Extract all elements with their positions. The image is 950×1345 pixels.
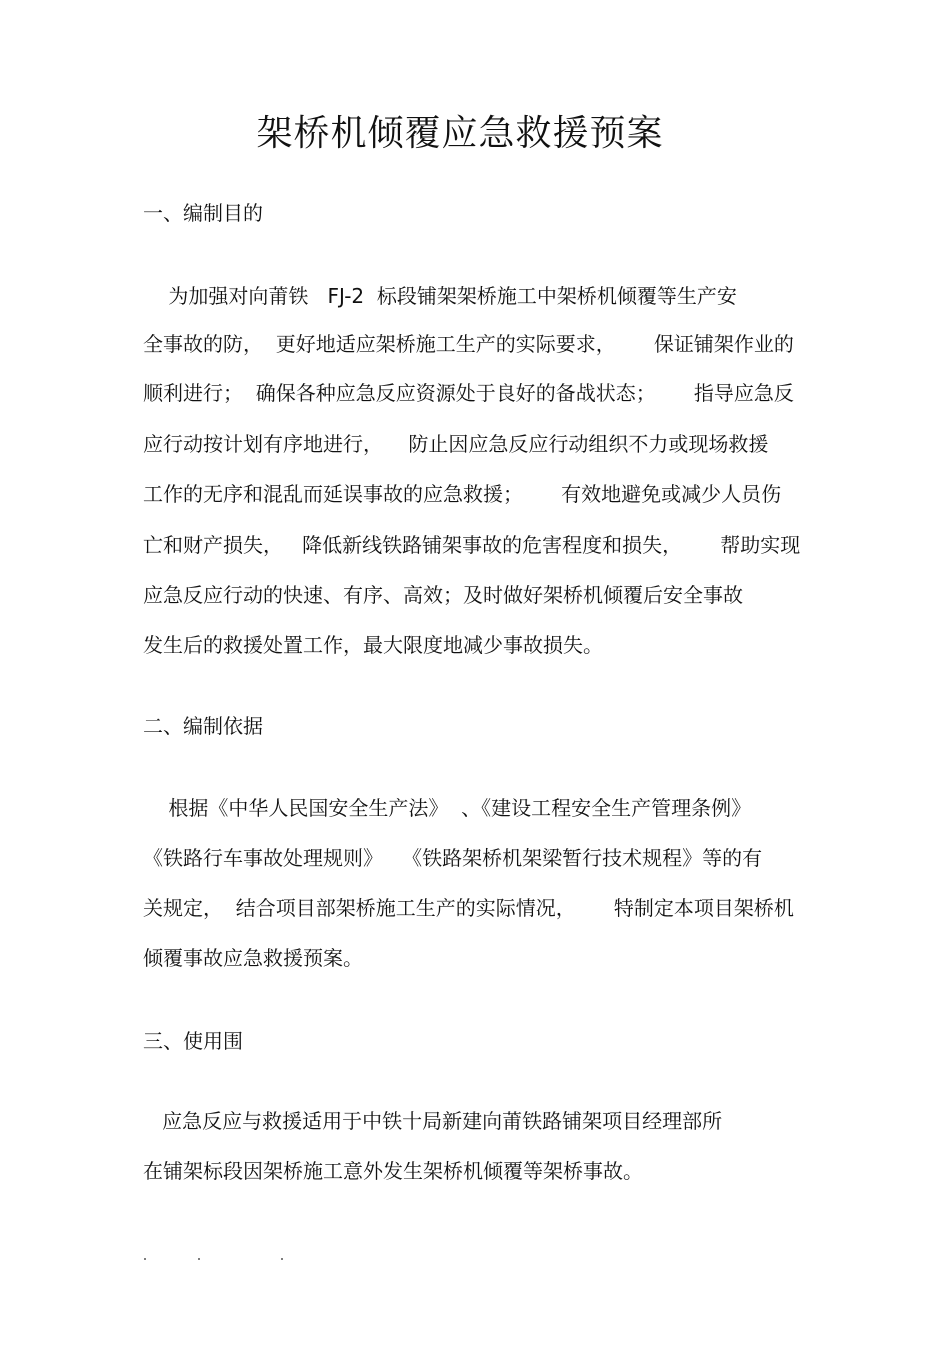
paragraph-line: 应急反应行动的快速、有序、高效；及时做好架桥机倾覆后安全事故 bbox=[143, 583, 743, 607]
section-heading-purpose: 一、编制目的 bbox=[143, 201, 263, 225]
dot-mark bbox=[144, 1258, 146, 1260]
dot-mark bbox=[198, 1258, 200, 1260]
paragraph-line: 全事故的防， 更好地适应架桥施工生产的实际要求， 保证铺架作业的 bbox=[143, 332, 794, 356]
paragraph-line: 顺利进行； 确保各种应急反应资源处于良好的备战状态； 指导应急反 bbox=[143, 381, 794, 405]
dot-mark bbox=[281, 1258, 283, 1260]
document-title: 架桥机倾覆应急救援预案 bbox=[256, 113, 664, 154]
paragraph-line: 亡和财产损失， 降低新线铁路铺架事故的危害程度和损失， 帮助实现 bbox=[143, 533, 801, 557]
paragraph-line: 应行动按计划有序地进行， 防止因应急反应行动组织不力或现场救援 bbox=[143, 432, 769, 456]
paragraph-line: 《铁路行车事故处理规则》 《铁路架桥机架梁暂行技术规程》等的有 bbox=[143, 846, 763, 870]
paragraph-line: 应急反应与救援适用于中铁十局新建向莆铁路铺架项目经理部所 bbox=[143, 1109, 723, 1133]
paragraph-line: 倾覆事故应急救援预案。 bbox=[143, 946, 363, 970]
paragraph-line: 为加强对向莆铁 FJ-2 标段铺架架桥施工中架桥机倾覆等生产安 bbox=[143, 284, 737, 308]
paragraph-line: 根据《中华人民国安全生产法》 、《建设工程安全生产管理条例》 bbox=[143, 796, 752, 820]
paragraph-line: 工作的无序和混乱而延误事故的应急救援； 有效地避免或减少人员伤 bbox=[143, 482, 782, 506]
paragraph-line: 在铺架标段因架桥施工意外发生架桥机倾覆等架桥事故。 bbox=[143, 1159, 643, 1183]
paragraph-line: 发生后的救援处置工作，最大限度地减少事故损失。 bbox=[143, 633, 603, 657]
paragraph-line: 关规定， 结合项目部架桥施工生产的实际情况， 特制定本项目架桥机 bbox=[143, 896, 794, 920]
footer-dots-decoration bbox=[0, 1258, 950, 1270]
section-heading-scope: 三、使用围 bbox=[143, 1029, 243, 1053]
section-heading-basis: 二、编制依据 bbox=[143, 714, 263, 738]
